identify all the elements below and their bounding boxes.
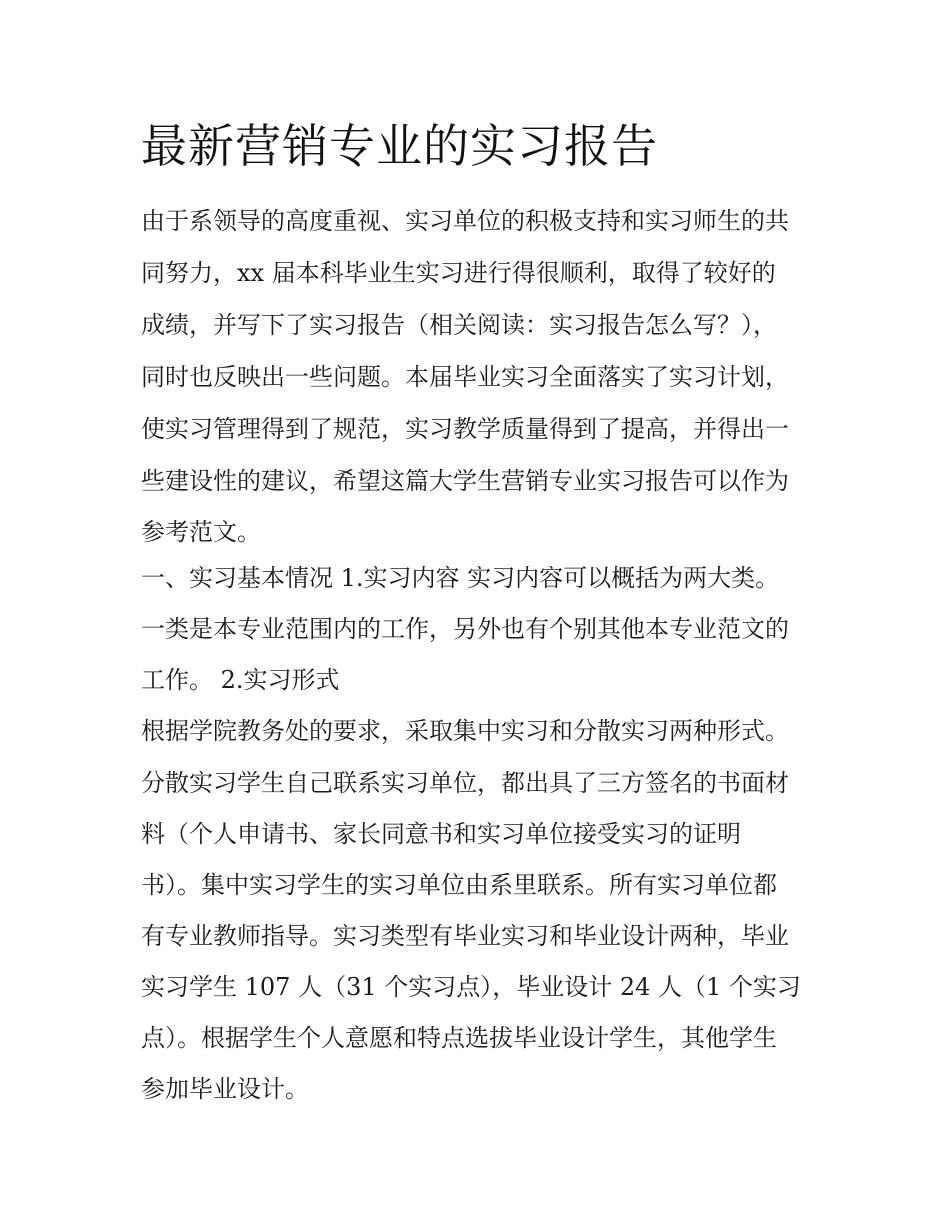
- paragraph-line: 参加毕业设计。: [141, 1075, 309, 1103]
- paragraph-line: 点）。根据学生个人意愿和特点选拔毕业设计学生，其他学生: [141, 1024, 777, 1052]
- paragraph-line: 同努力，xx 届本科毕业生实习进行得很顺利，取得了较好的: [141, 259, 776, 287]
- paragraph-line: 一类是本专业范围内的工作，另外也有个别其他本专业范文的: [141, 615, 789, 643]
- paragraph-line: 书）。集中实习学生的实习单位由系里联系。所有实习单位都: [141, 871, 777, 899]
- paragraph-line: 些建设性的建议，希望这篇大学生营销专业实习报告可以作为: [141, 467, 789, 495]
- paragraph-line: 使实习管理得到了规范，实习教学质量得到了提高，并得出一: [141, 415, 789, 443]
- paragraph-line: 成绩，并写下了实习报告（相关阅读：实习报告怎么写？），: [141, 311, 777, 339]
- paragraph-line: 一、实习基本情况 1.实习内容 实习内容可以概括为两大类。: [141, 564, 780, 592]
- document-title: 最新营销专业的实习报告: [141, 119, 658, 173]
- paragraph-line: 实习学生 107 人（31 个实习点），毕业设计 24 人（1 个实习: [141, 973, 801, 1001]
- paragraph-line: 参考范文。: [141, 518, 261, 546]
- paragraph-line: 根据学院教务处的要求，采取集中实习和分散实习两种形式。: [141, 717, 789, 745]
- paragraph-line: 料（个人申请书、家长同意书和实习单位接受实习的证明: [141, 820, 741, 848]
- paragraph-line: 工作。 2.实习形式: [141, 666, 340, 694]
- paragraph-line: 有专业教师指导。实习类型有毕业实习和毕业设计两种，毕业: [141, 922, 789, 950]
- paragraph-line: 由于系领导的高度重视、实习单位的积极支持和实习师生的共: [141, 207, 789, 235]
- paragraph-line: 分散实习学生自己联系实习单位，都出具了三方签名的书面材: [141, 769, 789, 797]
- paragraph-line: 同时也反映出一些问题。本届毕业实习全面落实了实习计划，: [141, 363, 789, 391]
